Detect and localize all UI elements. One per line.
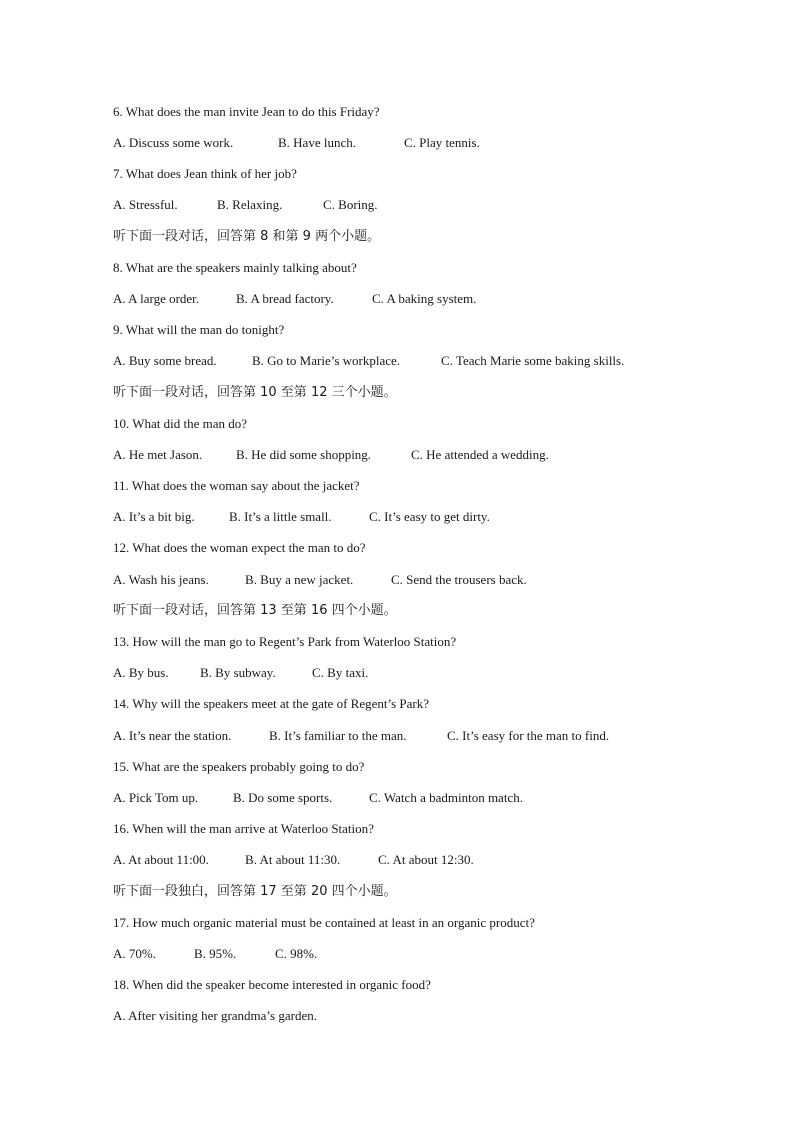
option-b: B. It’s familiar to the man. xyxy=(269,728,407,743)
option-b: B. 95%. xyxy=(194,946,237,961)
option-a: A. A large order. xyxy=(113,291,200,306)
question-text: 10. What did the man do? xyxy=(113,416,248,431)
option-a: A. Buy some bread. xyxy=(113,353,217,368)
question-text: 14. Why will the speakers meet at the gate of Regent’s Park? xyxy=(113,696,429,711)
option-b: B. Buy a new jacket. xyxy=(245,572,354,587)
option-c: C. Teach Marie some baking skills. xyxy=(441,353,625,368)
option-c: C. Watch a badminton match. xyxy=(369,790,523,805)
option-a: A. By bus. xyxy=(113,665,169,680)
question-text: 7. What does Jean think of her job? xyxy=(113,166,297,181)
option-b: B. Do some sports. xyxy=(233,790,333,805)
question-text: 6. What does the man invite Jean to do this Friday? xyxy=(113,104,380,119)
section-instruction: 听下面一段独白，回答第 17 至第 20 四个小题。 xyxy=(113,884,397,899)
option-a: A. It’s a bit big. xyxy=(113,509,195,524)
option-a: A. He met Jason. xyxy=(113,447,203,462)
option-b: B. It’s a little small. xyxy=(229,509,332,524)
option-a: A. Stressful. xyxy=(113,197,178,212)
question-text: 12. What does the woman expect the man to do? xyxy=(113,540,366,555)
section-instruction: 听下面一段对话，回答第 13 至第 16 四个小题。 xyxy=(113,603,397,618)
option-b: B. Relaxing. xyxy=(217,197,283,212)
question-text: 16. When will the man arrive at Waterloo Station? xyxy=(113,821,374,836)
option-a: A. It’s near the station. xyxy=(113,728,232,743)
option-a: A. 70%. xyxy=(113,946,156,961)
question-text: 11. What does the woman say about the jacket? xyxy=(113,478,360,493)
option-c: C. A baking system. xyxy=(372,291,477,306)
option-c: C. It’s easy to get dirty. xyxy=(369,509,490,524)
question-text: 15. What are the speakers probably going to do? xyxy=(113,759,365,774)
question-text: 17. How much organic material must be contained at least in an organic product? xyxy=(113,915,535,930)
option-b: B. He did some shopping. xyxy=(236,447,372,462)
question-text: A. After visiting her grandma’s garden. xyxy=(113,1008,317,1023)
option-a: A. Discuss some work. xyxy=(113,135,234,150)
option-b: B. Go to Marie’s workplace. xyxy=(252,353,401,368)
option-b: B. By subway. xyxy=(200,665,276,680)
option-a: A. At about 11:00. xyxy=(113,852,209,867)
option-b: B. A bread factory. xyxy=(236,291,334,306)
question-text: 13. How will the man go to Regent’s Park from Waterloo Station? xyxy=(113,634,457,649)
option-b: B. Have lunch. xyxy=(278,135,356,150)
option-c: C. By taxi. xyxy=(312,665,369,680)
option-c: C. 98%. xyxy=(275,946,318,961)
option-c: C. Send the trousers back. xyxy=(391,572,527,587)
option-c: C. It’s easy for the man to find. xyxy=(447,728,610,743)
option-c: C. Boring. xyxy=(323,197,378,212)
question-text: 18. When did the speaker become interested in organic food? xyxy=(113,977,431,992)
option-a: A. Pick Tom up. xyxy=(113,790,199,805)
option-a: A. Wash his jeans. xyxy=(113,572,209,587)
question-text: 9. What will the man do tonight? xyxy=(113,322,285,337)
question-text: 8. What are the speakers mainly talking about? xyxy=(113,260,357,275)
option-c: C. At about 12:30. xyxy=(378,852,474,867)
section-instruction: 听下面一段对话，回答第 8 和第 9 两个小题。 xyxy=(113,229,381,244)
option-c: C. He attended a wedding. xyxy=(411,447,549,462)
section-instruction: 听下面一段对话，回答第 10 至第 12 三个小题。 xyxy=(113,385,397,400)
option-b: B. At about 11:30. xyxy=(245,852,341,867)
option-c: C. Play tennis. xyxy=(404,135,480,150)
